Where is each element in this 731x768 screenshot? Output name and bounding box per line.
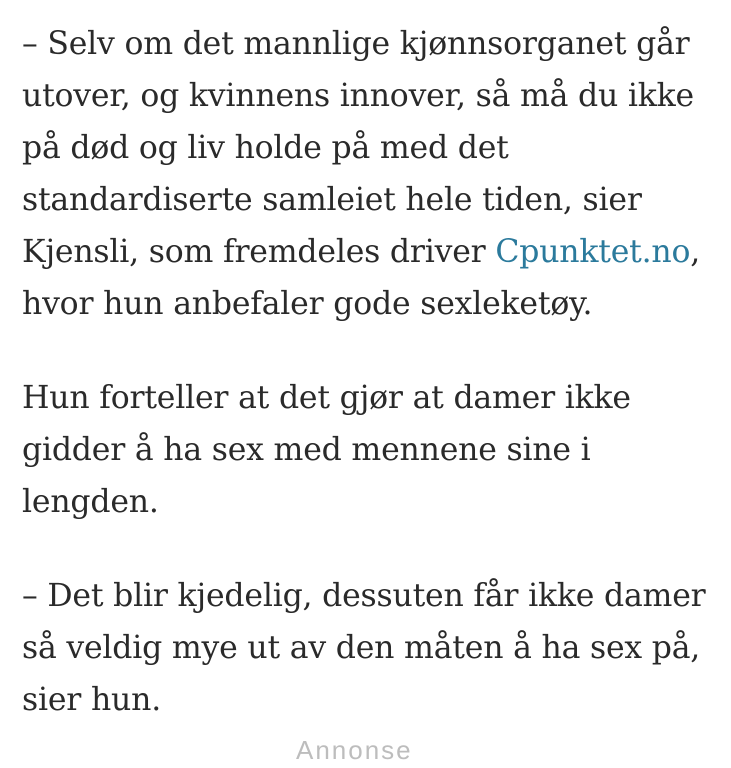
paragraph-1-text-before-link: – Selv om det mannlige kjønnsorganet går utover, og kvinnens innover, så må du ikke på død og liv holde på med det standardiserte samleiet hele tiden, sier Kjensli, som fremdeles driver (22, 26, 695, 270)
article-body (22, 18, 722, 768)
paragraph-1-text-after-link: , hvor hun anbefaler gode sexleketøy. (22, 234, 701, 322)
paragraph-3: – Det blir kjedelig, dessuten får ikke damer så veldig mye ut av den måten å ha sex på, sier hun. (22, 578, 706, 718)
ad-label: Annonse (296, 735, 413, 765)
cpunktet-link[interactable]: Cpunktet.no (495, 234, 691, 270)
paragraph-1 (22, 18, 722, 330)
paragraph-2: Hun forteller at det gjør at damer ikke gidder å ha sex med mennene sine i lengden. (22, 380, 631, 520)
